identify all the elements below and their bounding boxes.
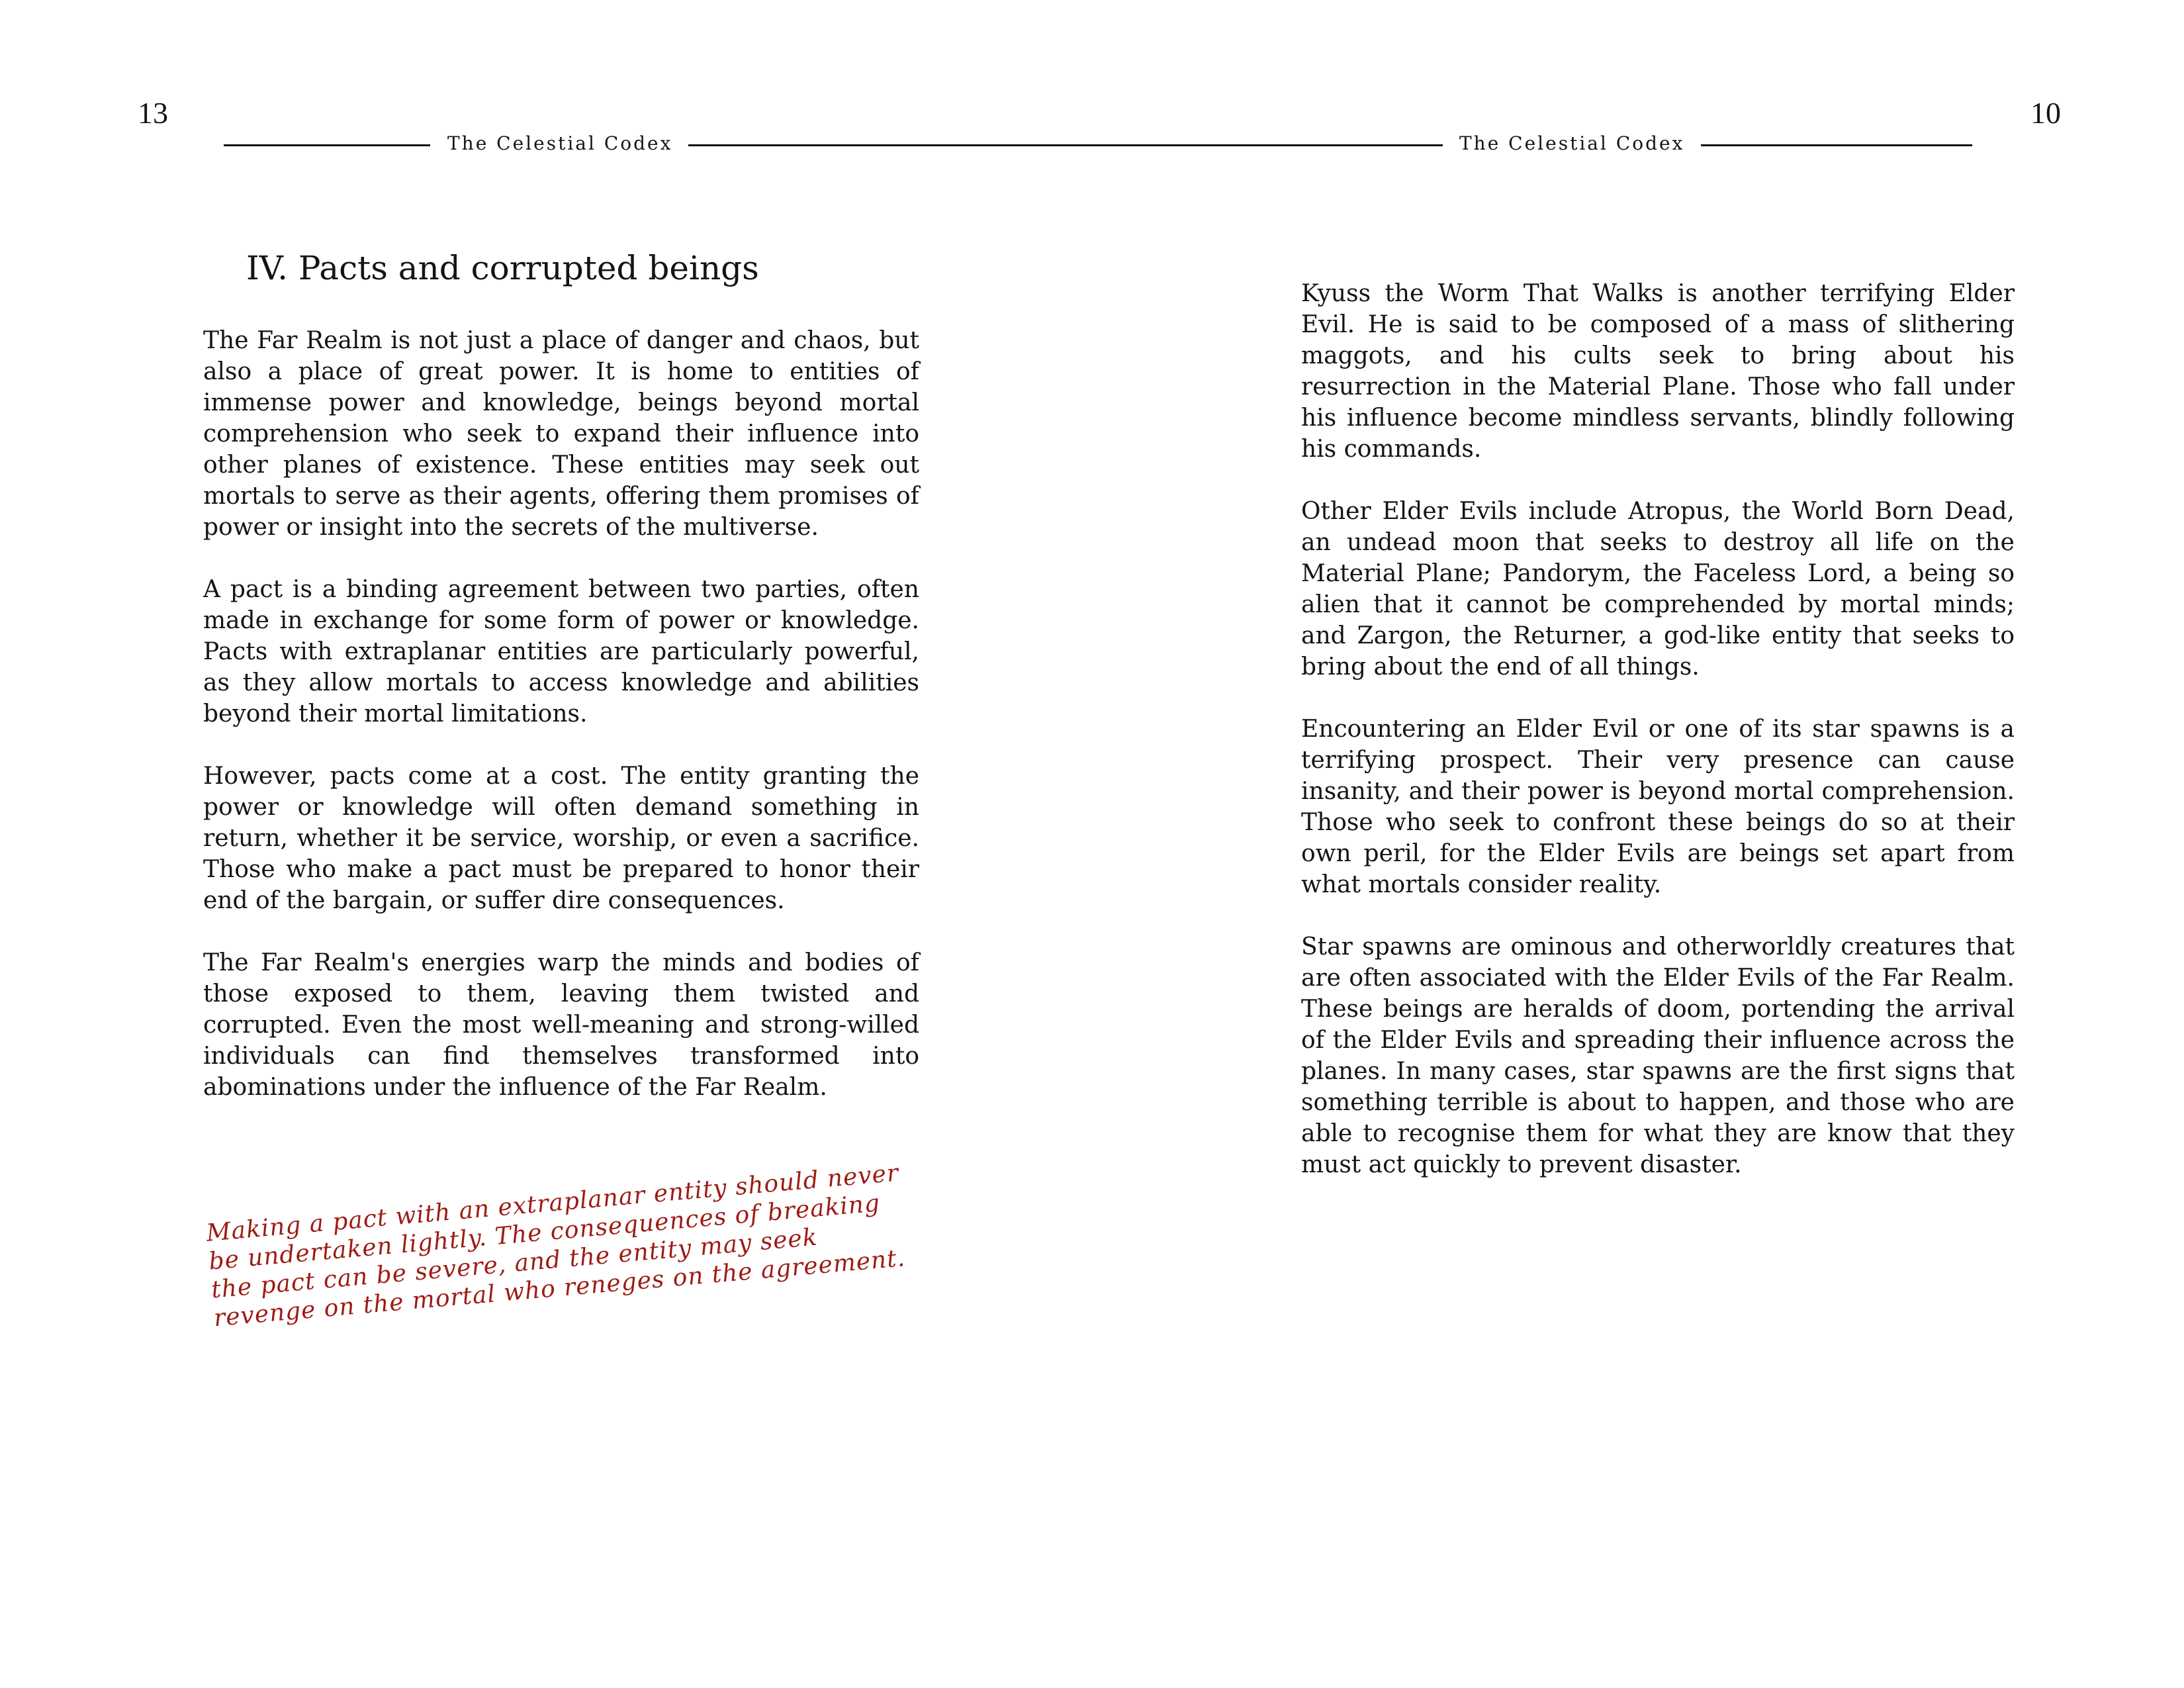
right-header-rule: [1701, 144, 1972, 146]
left-header-rule: [224, 144, 430, 146]
right-running-title: The Celestial Codex: [1459, 132, 1685, 154]
paragraph: Star spawns are ominous and otherworldly creatures that are often associated with the Elder Evils of the Far Realm. These beings are heralds of doom, portending the arrival of the Elder Evils and spreading their influence across the planes. In many cases, star spawns are the first signs that something terrible is about to happen, and those who are able to recognise them for what they are know that they must act quickly to prevent disaster.: [1301, 933, 2015, 1178]
center-header-rule: [688, 144, 1443, 146]
section-heading: IV. Pacts and corrupted beings: [246, 249, 759, 287]
paragraph: A pact is a binding agreement between two parties, often made in exchange for some form of power or knowledge. Pacts with extraplanar entities are particularly powerful, as they allow mortals to access knowledge and abilities beyond their mortal limitations.: [203, 576, 919, 727]
right-column: [1301, 278, 2015, 1211]
paragraph: Kyuss the Worm That Walks is another terrifying Elder Evil. He is said to be composed of a mass of slithering maggots, and his cults seek to bring about his resurrection in the Material Plane. Those who fall under his influence become mindless servants, blindly following his commands.: [1301, 280, 2015, 463]
handwritten-note: Making a pact with an extraplanar entity should never be undertaken lightly. The consequences of breaking the pact can be severe, and the entity may seek revenge on the mortal who reneges on the agreement.: [205, 1159, 907, 1333]
right-page-number: 10: [2030, 96, 2061, 130]
paragraph: Encountering an Elder Evil or one of its star spawns is a terrifying prospect. Their very presence can cause insanity, and their power is beyond mortal comprehension. Those who seek to confront these beings do so at their own peril, for the Elder Evils are beings set apart from what mortals consider reality.: [1301, 716, 2015, 898]
paragraph: The Far Realm's energies warp the minds and bodies of those exposed to them, leaving them twisted and corrupted. Even the most well-meaning and strong-willed individuals can find themselves transformed into abominations under the influence of the Far Realm.: [203, 949, 919, 1101]
left-page-number: 13: [138, 96, 168, 130]
paragraph: The Far Realm is not just a place of danger and chaos, but also a place of great power. It is home to entities of immense power and knowledge, beings beyond mortal comprehension who seek to expand their influence into other planes of existence. These entities may seek out mortals to serve as their agents, offering them promises of power or insight into the secrets of the multiverse.: [203, 327, 919, 541]
paragraph: Other Elder Evils include Atropus, the World Born Dead, an undead moon that seeks to destroy all life on the Material Plane; Pandorym, the Faceless Lord, a being so alien that it cannot be comprehended by mortal minds; and Zargon, the Returner, a god-like entity that seeks to bring about the end of all things.: [1301, 498, 2015, 680]
paragraph: However, pacts come at a cost. The entity granting the power or knowledge will often demand something in return, whether it be service, worship, or even a sacrifice. Those who make a pact must be prepared to honor their end of the bargain, or suffer dire consequences.: [203, 763, 919, 914]
left-running-title: The Celestial Codex: [447, 132, 673, 154]
left-column: [203, 325, 919, 1134]
